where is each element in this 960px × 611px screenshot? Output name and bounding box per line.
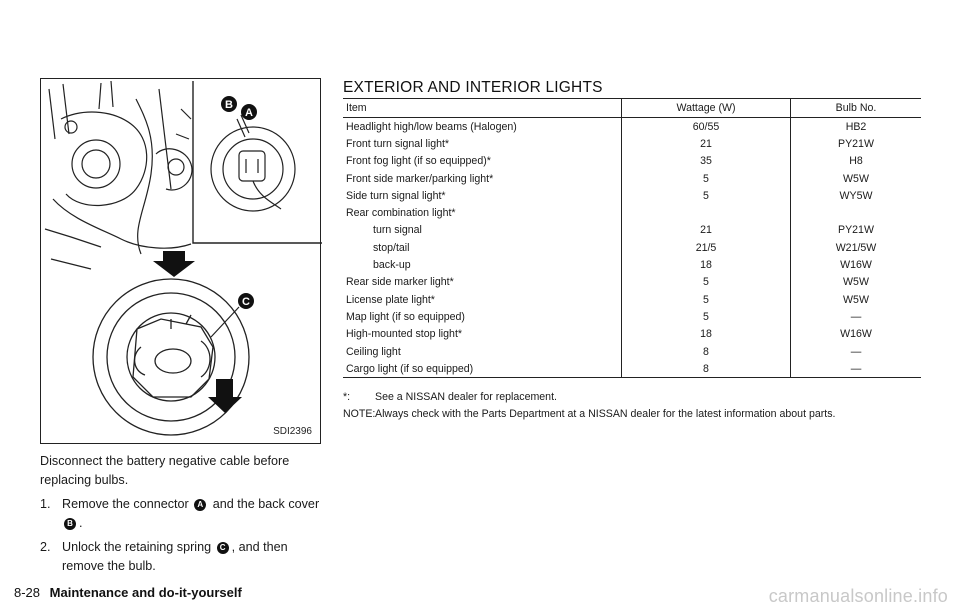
- headlight-diagram: [41, 79, 322, 445]
- footnote-asterisk: *: See a NISSAN dealer for replacement.: [343, 391, 557, 403]
- table-row: Headlight high/low beams (Halogen) 60/55 HB2: [343, 118, 921, 136]
- instructions: [40, 452, 325, 581]
- callout-b: B: [225, 99, 233, 111]
- watermark: carmanualsonline.info: [768, 586, 948, 606]
- marker-a-icon: A: [194, 499, 206, 511]
- table-row: Front side marker/parking light* 5 W5W: [343, 170, 921, 187]
- table-row: back-up 18 W16W: [343, 256, 921, 273]
- table-row: Front turn signal light* 21 PY21W: [343, 135, 921, 152]
- step-1: 1. Remove the connector A and the back cover B .: [40, 497, 320, 530]
- footnote-note: NOTE: Always check with the Parts Department at a NISSAN dealer for the latest information about parts.: [343, 408, 836, 420]
- intro-text: Disconnect the battery negative cable before replacing bulbs.: [40, 454, 290, 487]
- table-row: Cargo light (if so equipped) 8 —: [343, 360, 921, 378]
- table-header-row: [343, 99, 921, 118]
- table-row: Rear side marker light* 5 W5W: [343, 274, 921, 291]
- bulb-replacement-illustration: [40, 78, 321, 444]
- callout-a: A: [245, 107, 253, 119]
- table-row: Front fog light (if so equipped)* 35 H8: [343, 153, 921, 170]
- marker-c-icon: C: [217, 542, 229, 554]
- rotate-arrow-icon: [208, 379, 242, 413]
- table-row: turn signal 21 PY21W: [343, 222, 921, 239]
- section-title: EXTERIOR AND INTERIOR LIGHTS: [343, 79, 603, 96]
- table-row: License plate light* 5 W5W: [343, 291, 921, 308]
- down-arrow-icon: [153, 251, 195, 277]
- table-row: stop/tail 21/5 W21/5W: [343, 239, 921, 256]
- page-number: 8-28: [14, 585, 41, 600]
- table-row: High-mounted stop light* 18 W16W: [343, 326, 921, 343]
- chapter-title: Maintenance and do-it-yourself: [49, 585, 242, 600]
- figure-code: SDI2396: [273, 426, 312, 437]
- table-row: Side turn signal light* 5 WY5W: [343, 187, 921, 204]
- column-header-bulb: Bulb No.: [791, 99, 922, 118]
- notes: [343, 389, 943, 423]
- column-header-wattage: Wattage (W): [622, 99, 791, 118]
- page-footer: [14, 585, 242, 600]
- lights-table: [343, 98, 921, 378]
- column-header-item: Item: [343, 99, 622, 118]
- marker-b-icon: B: [64, 518, 76, 530]
- table-row: Map light (if so equipped) 5 —: [343, 308, 921, 325]
- table-row: Rear combination light*: [343, 204, 921, 221]
- callout-c: C: [242, 296, 250, 308]
- step-2: 2. Unlock the retaining spring C , and then remove the bulb.: [40, 540, 288, 573]
- table-row: Ceiling light 8 —: [343, 343, 921, 360]
